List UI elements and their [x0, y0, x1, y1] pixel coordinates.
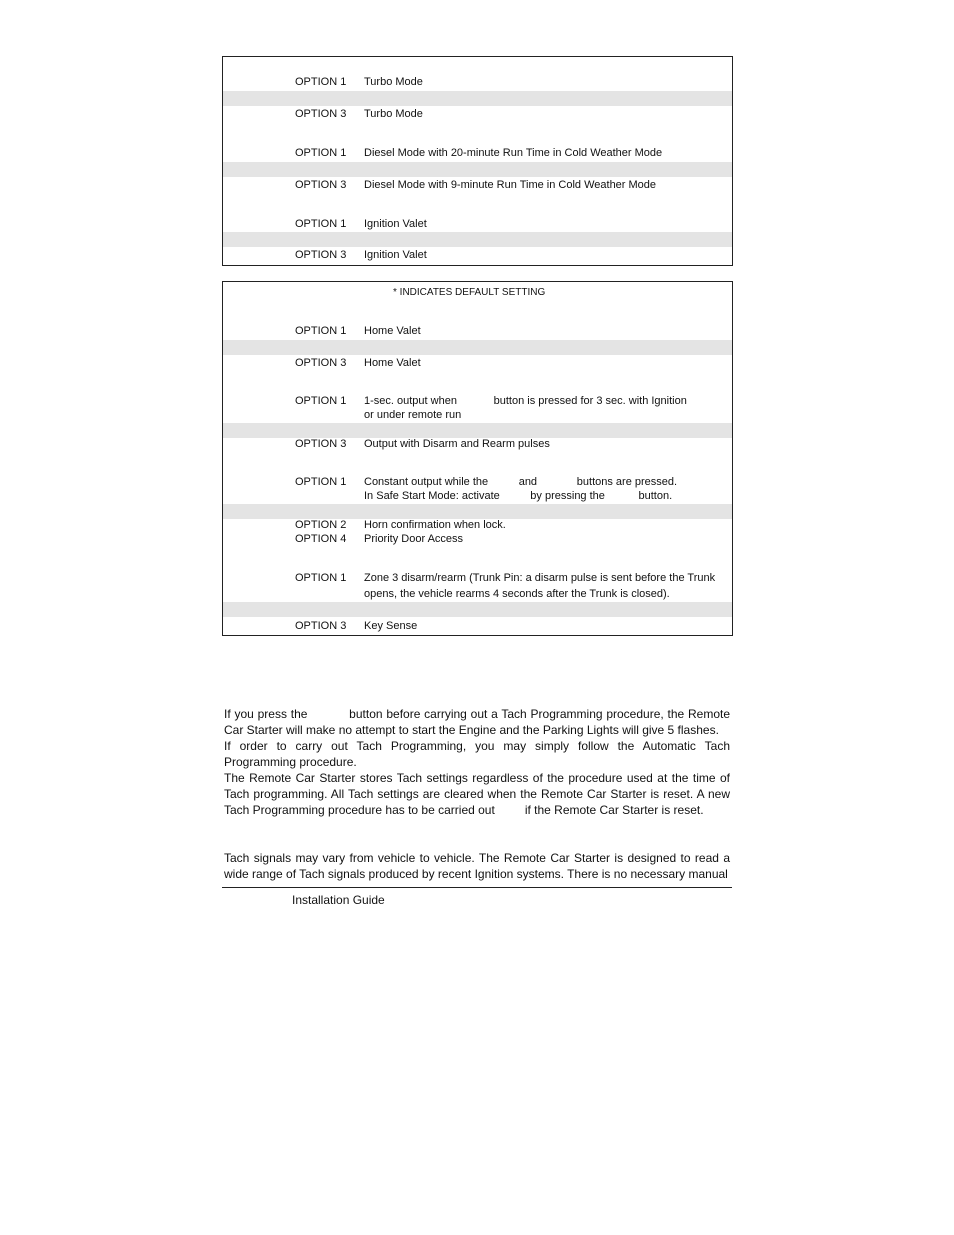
option-description: Home Valet	[364, 357, 421, 369]
footer-divider	[222, 887, 732, 888]
option-description: Home Valet	[364, 325, 421, 337]
option-label: OPTION 1	[295, 572, 347, 584]
option-label: OPTION 3	[295, 179, 347, 191]
option-description: Zone 3 disarm/rearm (Trunk Pin: a disarm pulse is sent before the Trunk	[364, 572, 716, 584]
body-paragraph: If order to carry out Tach Programming, you may simply follow the Automatic Tach Programming procedure.	[224, 739, 730, 769]
option-description: Constant output while the and buttons are pressed.	[364, 476, 678, 488]
option-label: OPTION 1	[295, 476, 347, 488]
option-label: OPTION 3	[295, 438, 347, 450]
footer-title: Installation Guide	[292, 893, 385, 907]
option-description: opens, the vehicle rearms 4 seconds after the Trunk is closed).	[364, 588, 670, 600]
separator-band	[223, 423, 732, 438]
option-label: OPTION 3	[295, 108, 347, 120]
option-label: OPTION 1	[295, 395, 347, 407]
option-description: Key Sense	[364, 620, 418, 632]
option-description: Diesel Mode with 20-minute Run Time in Cold Weather Mode	[364, 147, 663, 159]
option-label: OPTION 1	[295, 76, 347, 88]
body-paragraph: Tach signals may vary from vehicle to vehicle. The Remote Car Starter is designed to read a wide range of Tach signals produced by recent Ignition systems. There is no necessary manual	[224, 851, 730, 881]
option-label: OPTION 1	[295, 147, 347, 159]
option-description: Diesel Mode with 9-minute Run Time in Cold Weather Mode	[364, 179, 657, 191]
option-description: Turbo Mode	[364, 76, 423, 88]
separator-band	[223, 162, 732, 177]
option-description: Priority Door Access	[364, 533, 464, 545]
option-label: OPTION 3	[295, 249, 347, 261]
separator-band	[223, 602, 732, 617]
option-description: 1-sec. output when button is pressed for 3 sec. with Ignition	[364, 395, 687, 407]
option-description: Horn confirmation when lock.	[364, 519, 506, 531]
option-description: or under remote run	[364, 409, 462, 421]
options-table-1	[222, 56, 733, 266]
option-description: Output with Disarm and Rearm pulses	[364, 438, 550, 450]
separator-band	[223, 504, 732, 519]
option-label: OPTION 4	[295, 533, 347, 545]
option-label: OPTION 2	[295, 519, 347, 531]
separator-band	[223, 91, 732, 106]
option-label: OPTION 3	[295, 357, 347, 369]
option-label: OPTION 3	[295, 620, 347, 632]
separator-band	[223, 232, 732, 247]
option-description: Ignition Valet	[364, 249, 427, 261]
option-label: OPTION 1	[295, 218, 347, 230]
option-description: In Safe Start Mode: activate by pressing the button.	[364, 490, 673, 502]
option-description: Ignition Valet	[364, 218, 427, 230]
default-setting-note: * INDICATES DEFAULT SETTING	[393, 287, 546, 298]
options-table-2	[222, 281, 733, 636]
option-description: Turbo Mode	[364, 108, 423, 120]
body-paragraph: The Remote Car Starter stores Tach settings regardless of the procedure used at the time of Tach programming. All Tach settings are cleared when the Remote Car Starter is reset. A new Tach Programming procedure has to be carried out if the Remote Car Starter is reset.	[224, 771, 734, 817]
option-label: OPTION 1	[295, 325, 347, 337]
body-paragraph: If you press the button before carrying out a Tach Programming procedure, the Remote Car Starter will make no attempt to start the Engine and the Parking Lights will give 5 flashes.	[224, 707, 734, 737]
separator-band	[223, 340, 732, 355]
